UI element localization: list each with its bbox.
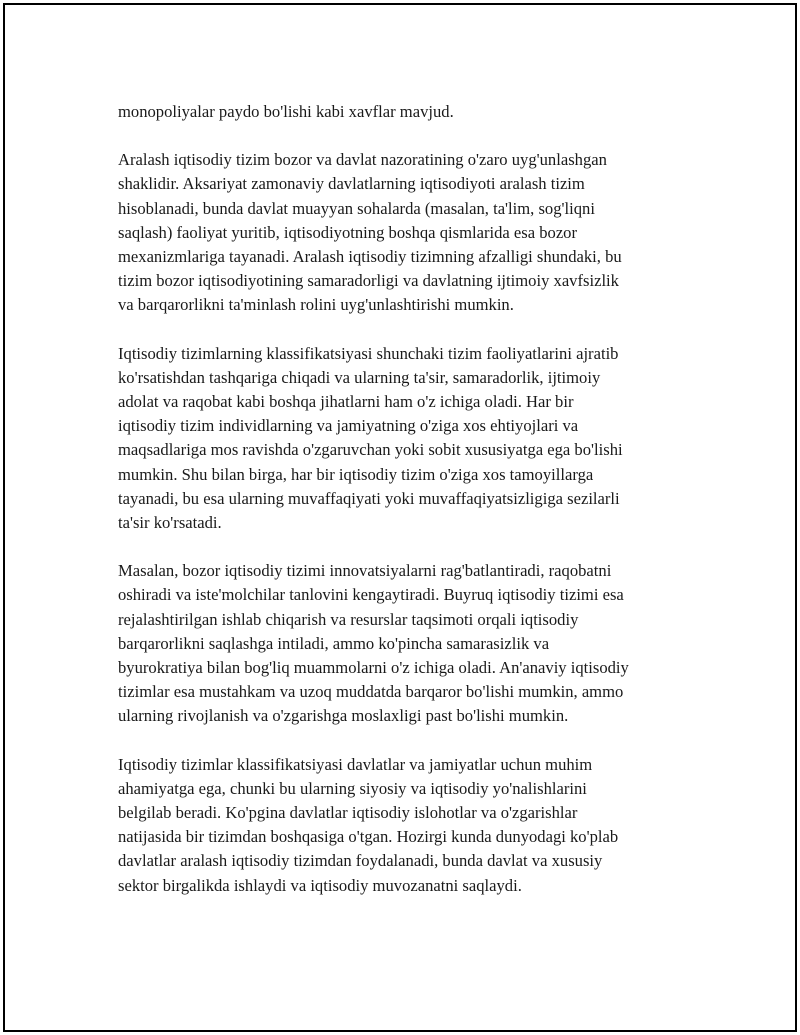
paragraph-2: Aralash iqtisodiy tizim bozor va davlat nazoratining o'zaro uyg'unlashgan shaklidir. Aksariyat zamonaviy davlatlarning iqtisodiyoti aralash tizim hisoblanadi, bunda davlat muayyan sohalarda (masalan, ta'lim, sog'liqni saqlash) faoliyat yuritib, iqtisodiyotning boshqa qismlarida esa bozor mexanizmlariga tayanadi. Aralash iqtisodiy tizimning afzalligi shundaki, bu tizim bozor iqtisodiyotining samaradorligi va davlatning ijtimoiy xavfsizlik va barqarorlikni ta'minlash rolini uyg'unlashtirishi mumkin.: [118, 150, 622, 315]
paragraph-4: Masalan, bozor iqtisodiy tizimi innovatsiyalarni rag'batlantiradi, raqobatni oshiradi va iste'molchilar tanlovini kengaytiradi. Buyruq iqtisodiy tizimi esa rejalashtirilgan ishlab chiqarish va resurslar taqsimoti orqali iqtisodiy barqarorlikni saqlashga intiladi, ammo ko'pincha samarasizlik va byurokratiya bilan bog'liq muammolarni o'z ichiga oladi. An'anaviy iqtisodiy tizimlar esa mustahkam va uzoq muddatda barqaror bo'lishi mumkin, ammo ularning rivojlanish va o'zgarishga moslaxligi past bo'lishi mumkin.: [118, 561, 629, 726]
document-body: [118, 100, 708, 922]
paragraph-1: monopoliyalar paydo bo'lishi kabi xavflar mavjud.: [118, 102, 454, 121]
paragraph-3: Iqtisodiy tizimlarning klassifikatsiyasi shunchaki tizim faoliyatlarini ajratib ko'rsatishdan tashqariga chiqadi va ularning ta'sir, samaradorlik, ijtimoiy adolat va raqobat kabi boshqa jihatlarni ham o'z ichiga oladi. Har bir iqtisodiy tizim individlarning va jamiyatning o'ziga xos ehtiyojlari va maqsadlariga mos ravishda o'zgaruvchan yoki sobit xususiyatga ega bo'lishi mumkin. Shu bilan birga, har bir iqtisodiy tizim o'ziga xos tamoyillarga tayanadi, bu esa ularning muvaffaqiyati yoki muvaffaqiyatsizligiga sezilarli ta'sir ko'rsatadi.: [118, 343, 623, 533]
paragraph-5: Iqtisodiy tizimlar klassifikatsiyasi davlatlar va jamiyatlar uchun muhim ahamiyatga ega, chunki bu ularning siyosiy va iqtisodiy yo'nalishlarini belgilab beradi. Ko'pgina davlatlar iqtisodiy islohotlar va o'zgarishlar natijasida bir tizimdan boshqasiga o'tgan. Hozirgi kunda dunyodagi ko'plab davlatlar aralash iqtisodiy tizimdan foydalanadi, bunda davlat va xususiy sektor birgalikda ishlaydi va iqtisodiy muvozanatni saqlaydi.: [118, 754, 619, 895]
page-frame: [3, 3, 797, 1032]
